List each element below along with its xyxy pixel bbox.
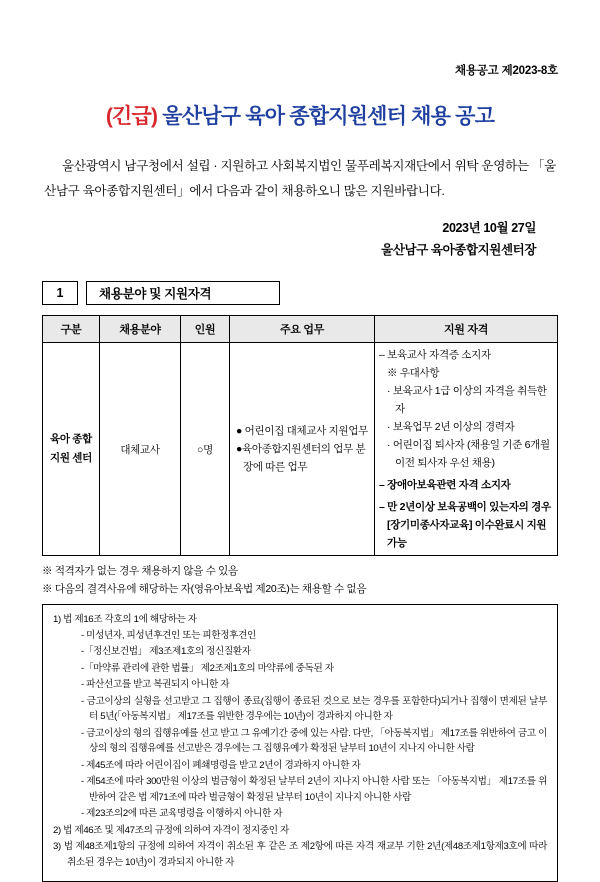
table-row bbox=[43, 342, 558, 556]
qualification-item: – 장애아보육관련 자격 소지자 bbox=[379, 479, 511, 492]
cell-gubun-text: 육아 종합 지원 센터 bbox=[50, 432, 92, 465]
document-number: 채용공고 제2023-8호 bbox=[454, 65, 558, 77]
law-sub-item: -「마약류 관리에 관한 법률」 제2조제1호의 마약류에 중독된 자 bbox=[81, 662, 334, 674]
notes-block bbox=[42, 563, 558, 598]
issuer-name: 울산남구 육아종합지원센터장 bbox=[381, 242, 536, 257]
duty-item: ●육아종합지원센터의 업무 분장에 따른 업무 bbox=[236, 442, 366, 474]
header-field: 채용분야 bbox=[100, 315, 181, 342]
intro-text: 울산광역시 남구청에서 설립 · 지원하고 사회복지법인 물푸레복지재단에서 위탁 운영하는 「울산남구 육아종합지원센터」에서 다음과 같이 채용하오니 많은 지원바랍니다. bbox=[44, 159, 556, 199]
table-header-row bbox=[43, 315, 558, 342]
title-main-label: 울산남구 육아 종합지원센터 채용 공고 bbox=[162, 105, 495, 128]
law-item bbox=[53, 839, 547, 870]
law-sub-list bbox=[67, 628, 547, 822]
qualification-item: ※ 우대사항 bbox=[387, 366, 440, 379]
law-sub-item: -「정신보건법」 제3조제1호의 정신질환자 bbox=[81, 646, 251, 658]
qualification-item: · 보육업무 2년 이상의 경력자 bbox=[387, 421, 515, 434]
date-block bbox=[42, 218, 536, 261]
disqualification-box bbox=[42, 604, 558, 882]
qualification-item: · 보육교사 1급 이상의 자격을 취득한 자 bbox=[387, 384, 547, 416]
note-item: ※ 적격자가 없는 경우 채용하지 않을 수 있음 bbox=[42, 565, 238, 578]
recruitment-table bbox=[42, 315, 558, 557]
section-title: 채용분야 및 지원자격 bbox=[86, 281, 280, 305]
law-item-text: 법 제46조 및 제47조의 규정에 의하여 자격이 정지중인 자 bbox=[63, 824, 289, 836]
section-number: 1 bbox=[42, 281, 78, 305]
law-item-number: 1) bbox=[53, 614, 61, 626]
law-sub-item: - 제45조에 따라 어린이집이 폐쇄명령을 받고 2년이 경과하지 아니한 자 bbox=[81, 759, 361, 771]
law-sub-item: - 파산선고를 받고 복권되지 아니한 자 bbox=[81, 679, 230, 691]
header-count: 인원 bbox=[181, 315, 230, 342]
law-item bbox=[53, 823, 547, 839]
header-gubun: 구분 bbox=[43, 315, 100, 342]
law-item-number: 3) bbox=[53, 841, 61, 853]
cell-field: 대체교사 bbox=[100, 342, 181, 556]
title-urgent-label: (긴급) bbox=[105, 105, 158, 128]
qualification-item: – 보육교사 자격증 소지자 bbox=[379, 348, 491, 361]
announcement-date: 2023년 10월 27일 bbox=[442, 221, 536, 236]
page-title bbox=[42, 100, 558, 130]
cell-qualifications bbox=[375, 342, 558, 556]
law-sub-item: - 제54조에 따라 300만원 이상의 벌금형이 확정된 날부터 2년이 지나지 아니한 사람 또는 「아동복지법」 제17조를 위반하여 같은 법 제71조에 따라 벌금형이 확정된 날부터 10년이 지나지 아니한 사람 bbox=[81, 776, 547, 803]
intro-paragraph bbox=[44, 154, 556, 204]
law-item-text: 법 제48조제1항의 규정에 의하여 자격이 취소된 후 같은 조 제2항에 따른 자격 재교부 기한 2년(제48조제1항제3호에 따라 취소된 경우는 10년)이 경과되지 아니한 자 bbox=[63, 841, 547, 868]
qualification-item: – 만 2년이상 보육공백이 있는자의 경우 [장기미종사자교육] 이수완료시 지원 가능 bbox=[379, 501, 551, 550]
duty-item: ● 어린이집 대체교사 지원업무 bbox=[236, 424, 369, 437]
header-duty: 주요 업무 bbox=[230, 315, 375, 342]
law-sub-item: - 금고이상의 실형을 선고받고 그 집행이 종료(집행이 종료된 것으로 보는 경우를 포함한다)되거나 집행이 면제된 날부터 5년(「아동복지법」 제17조를 위반한 경우에는 10년)이 경과하지 아니한 자 bbox=[81, 695, 547, 723]
law-item-text: 법 제16조 각호의 1에 해당하는 자 bbox=[63, 614, 197, 626]
cell-count: ○명 bbox=[181, 342, 230, 556]
law-sub-item: - 제23조의2에 따른 교육명령을 이행하지 아니한 자 bbox=[81, 808, 283, 820]
law-sub-item: - 금고이상의 형의 집행유예를 선고 받고 그 유예기간 중에 있는 사람. 다만, 「아동복지법」 제17조를 위반하여 금고 이상의 형의 집행유예를 선고받은 경우에는 그 집행유예가 확정된 날부터 10년이 지나지 아니한 사람 bbox=[81, 727, 547, 755]
note-item: ※ 다음의 결격사유에 해당하는 자(영유아보육법 제20조)는 채용할 수 없음 bbox=[42, 582, 367, 595]
law-item-number: 2) bbox=[53, 824, 61, 836]
law-sub-item: - 미성년자, 피성년후견인 또는 피한정후견인 bbox=[81, 629, 256, 641]
duty-list bbox=[234, 422, 370, 477]
qualification-item: · 어린이집 퇴사자 (채용일 기준 6개월 이전 퇴사자 우선 채용) bbox=[387, 439, 550, 470]
cell-gubun bbox=[43, 342, 100, 556]
cell-duties bbox=[230, 342, 375, 556]
header-qualification: 지원 자격 bbox=[375, 315, 558, 342]
law-list bbox=[53, 612, 547, 871]
section-header bbox=[42, 281, 558, 305]
law-item bbox=[53, 612, 547, 822]
